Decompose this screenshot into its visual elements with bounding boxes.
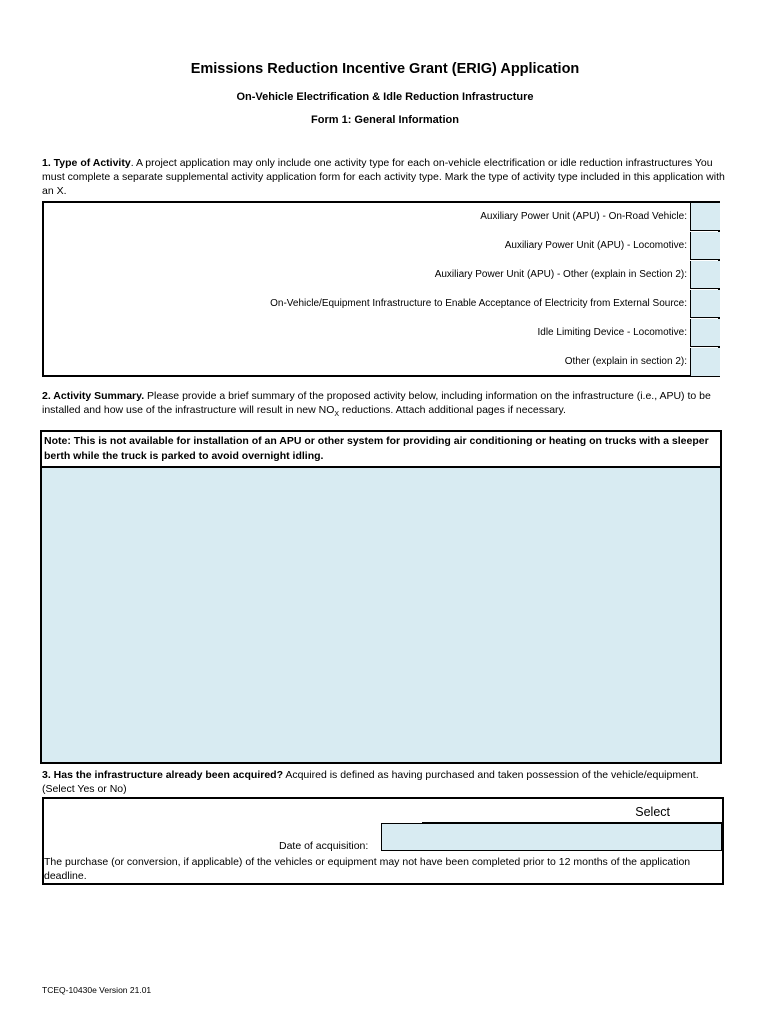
form-name: Form 1: General Information: [311, 114, 459, 126]
activity-check-field[interactable]: [690, 290, 720, 318]
activity-check-field[interactable]: [690, 348, 720, 376]
date-of-acquisition-input[interactable]: [381, 823, 722, 851]
activity-check-field[interactable]: [690, 232, 720, 260]
activity-label: Auxiliary Power Unit (APU) - Other (explain in Section 2):: [434, 269, 687, 280]
activity-row: [44, 203, 720, 232]
activity-label: Idle Limiting Device - Locomotive:: [537, 327, 687, 338]
activity-check-field[interactable]: [690, 203, 720, 231]
activity-row: [44, 319, 720, 348]
section3-text: Acquired is defined as having purchased and taken possession of the vehicle/equipment. (Select Yes or No): [42, 769, 699, 795]
form-id-footer: TCEQ-10430e Version 21.01: [42, 985, 152, 995]
activity-label: On-Vehicle/Equipment Infrastructure to Enable Acceptance of Electricity from External Source:: [270, 298, 687, 309]
section1-heading: 1. Type of Activity: [42, 157, 131, 169]
acquisition-box: [42, 797, 724, 885]
activity-type-box: [42, 201, 720, 377]
section2-instructions: 2. Activity Summary. Please provide a brief summary of the proposed activity below, including information on the infrastructure (i.e., APU) to be installed and how use of the infrastructure will result in new $NO_X$ reductions. Attach additional pages if necessary.: [42, 390, 711, 419]
date-of-acquisition-label: Date of acquisition:: [279, 840, 369, 852]
section3-instructions: [42, 768, 732, 796]
activity-check-field[interactable]: [690, 261, 720, 289]
acquired-select[interactable]: [422, 799, 722, 823]
activity-row: [44, 232, 720, 261]
section2-note: Note: This is not available for installation of an APU or other system for providing air conditioning or heating on trucks with a sleeper berth while the truck is parked to avoid overnight idling.: [40, 430, 722, 468]
page-subtitle: On-Vehicle Electrification & Idle Reduction Infrastructure: [236, 91, 534, 103]
activity-row: [44, 290, 720, 319]
activity-row: [44, 348, 720, 377]
acquisition-disclaimer: The purchase (or conversion, if applicable) of the vehicles or equipment may not have been completed prior to 12 months of the application deadline.: [44, 856, 691, 882]
activity-label: Auxiliary Power Unit (APU) - On-Road Vehicle:: [480, 211, 687, 222]
section1-instructions: [42, 156, 732, 198]
section1-text: . A project application may only include one activity type for each on-vehicle electrification or idle reduction infrastructures You must complete a separate supplemental activity application form for each activity type. Mark the type of activity type included in this application with an X.: [42, 157, 725, 197]
activity-label: Other (explain in section 2):: [564, 356, 687, 367]
activity-summary-field[interactable]: [40, 466, 722, 764]
section2-heading: 2. Activity Summary.: [42, 390, 145, 402]
activity-check-field[interactable]: [690, 319, 720, 347]
activity-row: [44, 261, 720, 290]
section3-heading: 3. Has the infrastructure already been acquired?: [42, 769, 283, 781]
activity-label: Auxiliary Power Unit (APU) - Locomotive:: [504, 240, 687, 251]
acquired-select-value: Select: [635, 805, 670, 819]
page-title: Emissions Reduction Incentive Grant (ERIG) Application: [190, 61, 580, 77]
